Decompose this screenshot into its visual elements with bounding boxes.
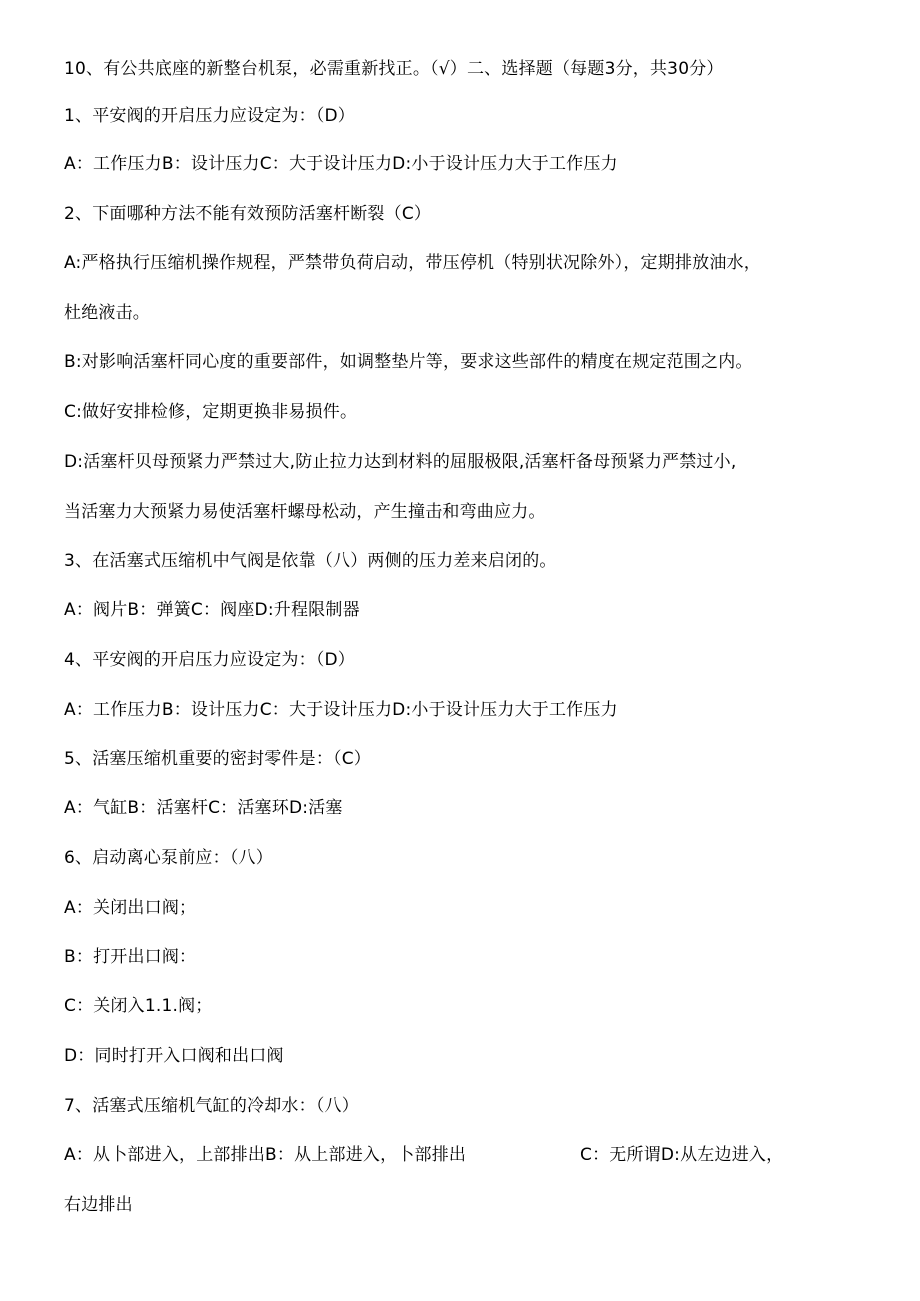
- question-2-option-b: B:对影响活塞杆同心度的重要部件，如调整垫片等，要求这些部件的精度在规定范围之内。: [64, 352, 753, 372]
- question-2-option-c: C:做好安排检修，定期更换非易损件。: [64, 402, 358, 422]
- question-2-option-a: A:严格执行压缩机操作规程，严禁带负荷启动，带压停机（特别状况除外），定期排放油水，: [64, 253, 761, 273]
- question-6-option-d: D：同时打开入口阀和出口阀: [64, 1046, 284, 1066]
- question-3-options: A：阀片B：弹簧C：阀座D:升程限制器: [64, 600, 360, 620]
- question-5-options: A：气缸B：活塞杆C：活塞环D:活塞: [64, 798, 343, 818]
- question-6: 6、启动离心泵前应：（八）: [64, 848, 273, 868]
- question-7: 7、活塞式压缩机气缸的冷却水：（八）: [64, 1096, 359, 1116]
- question-2: 2、下面哪种方法不能有效预防活塞杆断裂（C）: [64, 204, 432, 224]
- question-6-option-b: B：打开出口阀：: [64, 947, 197, 967]
- question-2-option-a-cont: 杜绝液击。: [64, 303, 150, 323]
- question-5: 5、活塞压缩机重要的密封零件是：（C）: [64, 749, 371, 769]
- question-7-options-cd: C：无所谓D:从左边进入，: [580, 1145, 784, 1165]
- question-4: 4、平安阀的开启压力应设定为：（D）: [64, 650, 356, 670]
- text-line-judgement-10: 10、有公共底座的新整台机泵，必需重新找正。（√）二、选择题（每题3分，共30分）: [64, 59, 724, 79]
- question-1-options: A：工作压力B：设计压力C：大于设计压力D:小于设计压力大于工作压力: [64, 154, 618, 174]
- question-7-options-cont: 右边排出: [64, 1195, 133, 1215]
- question-7-options-ab: A：从卜部进入，上部排出B：从上部进入，卜部排出: [64, 1145, 467, 1165]
- question-4-options: A：工作压力B：设计压力C：大于设计压力D:小于设计压力大于工作压力: [64, 700, 618, 720]
- question-2-option-d-cont: 当活塞力大预紧力易使活塞杆螺母松动，产生撞击和弯曲应力。: [64, 502, 546, 522]
- question-3: 3、在活塞式压缩机中气阀是依靠（八）两侧的压力差来启闭的。: [64, 551, 557, 571]
- question-1: 1、平安阀的开启压力应设定为：（D）: [64, 106, 356, 126]
- question-6-option-a: A：关闭出口阀；: [64, 898, 197, 918]
- question-2-option-d: D:活塞杆贝母预紧力严禁过大,防止拉力达到材料的屈服极限,活塞杆备母预紧力严禁过小,: [64, 452, 737, 472]
- question-6-option-c: C：关闭入1.1.阀；: [64, 996, 213, 1016]
